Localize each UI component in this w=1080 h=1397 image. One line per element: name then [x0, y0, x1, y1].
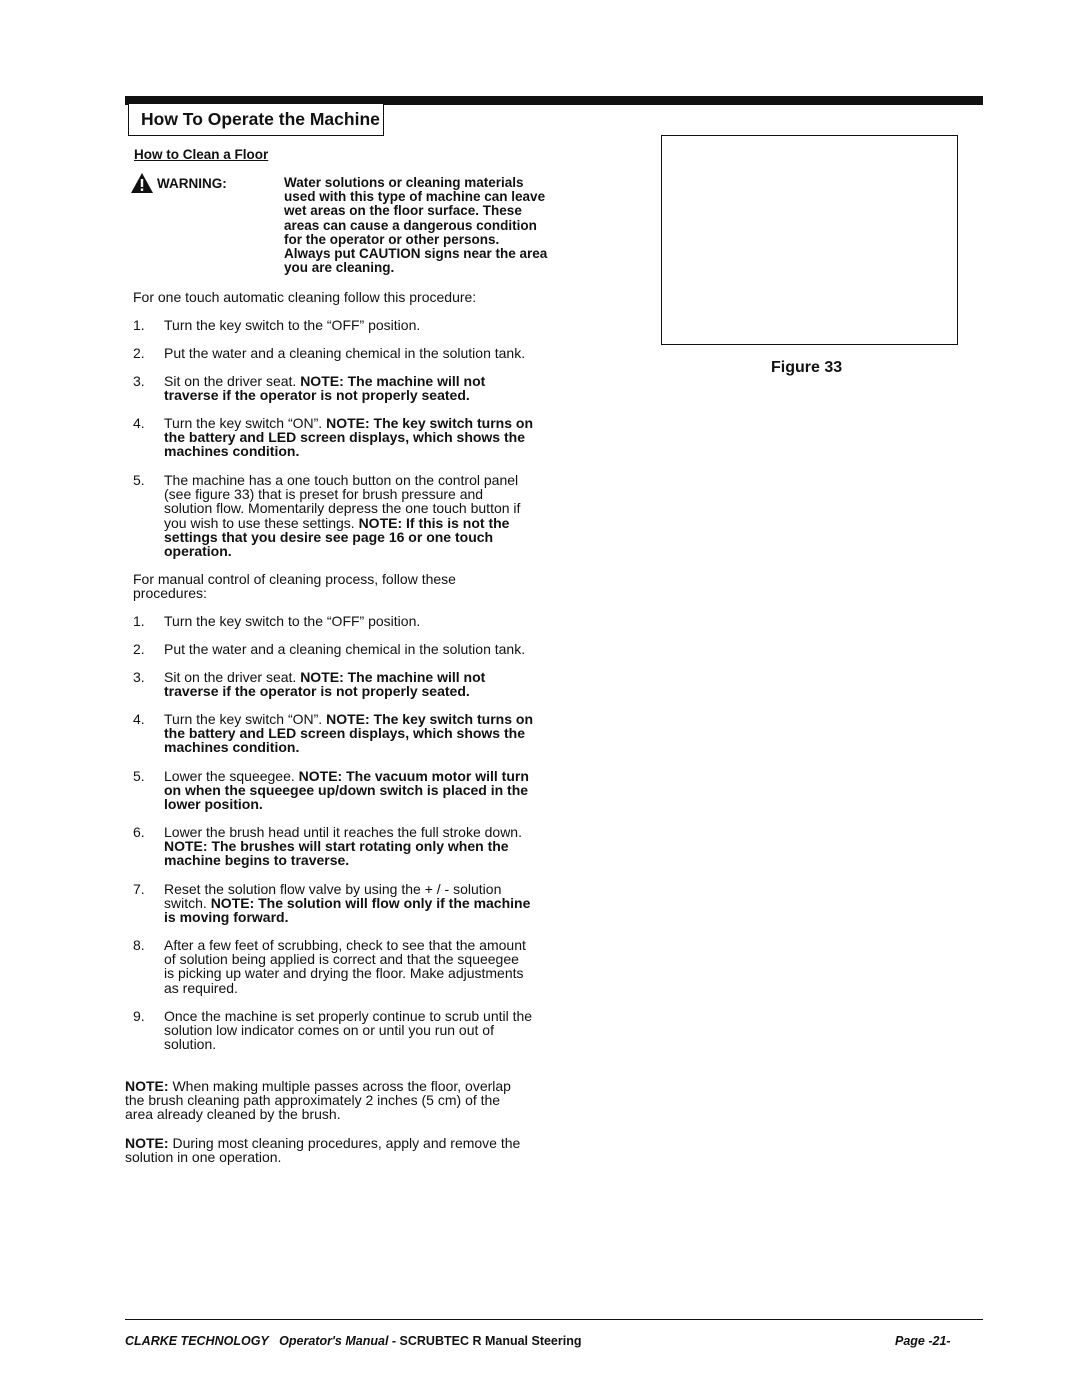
footer-manual: Operator's Manual [279, 1334, 389, 1348]
step-text: Sit on the driver seat. [164, 669, 301, 685]
step-number: 3. [133, 373, 145, 389]
figure-33-placeholder [661, 135, 958, 345]
step-note: traverse if the operator is not properly seated. [164, 387, 470, 404]
subsection-title: How to Clean a Floor [134, 147, 269, 162]
step-text: Turn the key switch “ON”. [164, 415, 327, 431]
step-text: Once the machine is set properly continue to scrub until the [164, 1008, 533, 1024]
step-text: Sit on the driver seat. [164, 373, 301, 389]
note-paragraph [125, 1136, 595, 1164]
step-note: NOTE: The key switch turns on [326, 415, 533, 431]
step-number: 1. [133, 317, 145, 333]
step-note: NOTE: If this is not the [358, 514, 510, 531]
step-note: NOTE: The machine will not [300, 373, 486, 389]
note-text: the brush cleaning path approximately 2 inches (5 cm) of the [125, 1092, 501, 1109]
step-note: machines condition. [164, 739, 300, 756]
note-text: When making multiple passes across the floor, overlap [168, 1078, 511, 1094]
step-note: traverse if the operator is not properly seated. [164, 683, 470, 700]
step-number: 6. [133, 824, 145, 840]
step-note: operation. [164, 543, 232, 560]
step-text: Lower the brush head until it reaches the full stroke down. [164, 824, 522, 840]
step-note: NOTE: The solution will flow only if the machine [210, 895, 531, 912]
step-number: 9. [133, 1008, 145, 1024]
warning-label: WARNING: [157, 176, 227, 191]
step-number: 5. [133, 768, 145, 784]
step-note: NOTE: The brushes will start rotating only when the [164, 838, 509, 855]
note-text: solution in one operation. [125, 1149, 282, 1166]
warning-line: Water solutions or cleaning materials [284, 175, 524, 190]
step-number: 4. [133, 415, 145, 431]
step-number: 3. [133, 669, 145, 685]
footer-model: SCRUBTEC R Manual Steering [399, 1334, 582, 1348]
step-text: Turn the key switch to the “OFF” position. [164, 613, 421, 629]
step-number: 7. [133, 881, 145, 897]
intro-automatic: For one touch automatic cleaning follow this procedure: [133, 289, 477, 305]
warning-line: used with this type of machine can leave [284, 189, 546, 205]
step-number: 1. [133, 613, 145, 629]
step-note: machine begins to traverse. [164, 852, 350, 869]
step-text: switch. [164, 895, 211, 912]
note-label: NOTE: [125, 1135, 169, 1151]
warning-line: you are cleaning. [284, 260, 395, 276]
warning-line: for the operator or other persons. [284, 231, 500, 247]
footer-dash: - [388, 1334, 400, 1348]
note-label: NOTE: [125, 1078, 169, 1094]
step-text: solution low indicator comes on or until you run out of [164, 1022, 494, 1039]
step-note: on when the squeegee up/down switch is placed in the [164, 782, 529, 799]
warning-text [284, 176, 604, 275]
intro-line: procedures: [133, 585, 207, 602]
figure-caption: Figure 33 [771, 359, 843, 376]
step-note: lower position. [164, 796, 263, 813]
intro-manual [133, 572, 603, 600]
step-text: is picking up water and drying the floor. Make adjustments [164, 965, 524, 982]
step-note: NOTE: The key switch turns on [326, 711, 533, 727]
warning-line: Always put CAUTION signs near the area [284, 246, 548, 262]
step-note: is moving forward. [164, 909, 289, 926]
step-text: Put the water and a cleaning chemical in the solution tank. [164, 345, 526, 361]
footer-rule [125, 1319, 983, 1320]
step-note: the battery and LED screen displays, which shows the [164, 429, 525, 446]
step-text: you wish to use these settings. [164, 514, 359, 531]
step-text: The machine has a one touch button on the control panel [164, 472, 519, 488]
note-text: area already cleaned by the brush. [125, 1106, 341, 1123]
step-text: Lower the squeegee. [164, 768, 299, 784]
step-text: Turn the key switch “ON”. [164, 711, 327, 727]
warning-line: wet areas on the floor surface. These [284, 203, 522, 219]
step-text: Turn the key switch to the “OFF” position. [164, 317, 421, 333]
step-text: After a few feet of scrubbing, check to see that the amount [164, 937, 526, 953]
step-note: the battery and LED screen displays, which shows the [164, 725, 525, 742]
warning-triangle-icon [130, 172, 154, 194]
step-number: 4. [133, 711, 145, 727]
step-number: 5. [133, 472, 145, 488]
section-title: How To Operate the Machine [128, 103, 384, 136]
step-number: 2. [133, 641, 145, 657]
step-text: Reset the solution flow valve by using the + / - solution [164, 881, 502, 897]
step-text: Put the water and a cleaning chemical in the solution tank. [164, 641, 526, 657]
step-note: NOTE: The vacuum motor will turn [298, 768, 529, 784]
note-text: During most cleaning procedures, apply and remove the [168, 1135, 521, 1151]
step-number: 8. [133, 937, 145, 953]
step-text: as required. [164, 979, 238, 996]
step-text: solution. [164, 1036, 217, 1053]
step-text: of solution being applied is correct and that the squeegee [164, 951, 519, 968]
footer-brand: CLARKE TECHNOLOGY [125, 1334, 269, 1348]
step-text: (see figure 33) that is preset for brush pressure and [164, 486, 484, 503]
step-note: machines condition. [164, 443, 300, 460]
step-number: 2. [133, 345, 145, 361]
warning-line: areas can cause a dangerous condition [284, 217, 537, 233]
page-footer [125, 1334, 983, 1348]
step-text: solution flow. Momentarily depress the one touch button if [164, 500, 521, 517]
step-note: NOTE: The machine will not [300, 669, 486, 685]
intro-line: For manual control of cleaning process, follow these [133, 571, 456, 587]
step-note: settings that you desire see page 16 or one touch [164, 528, 494, 545]
footer-page-number: Page -21- [895, 1334, 951, 1348]
note-paragraph [125, 1079, 595, 1122]
